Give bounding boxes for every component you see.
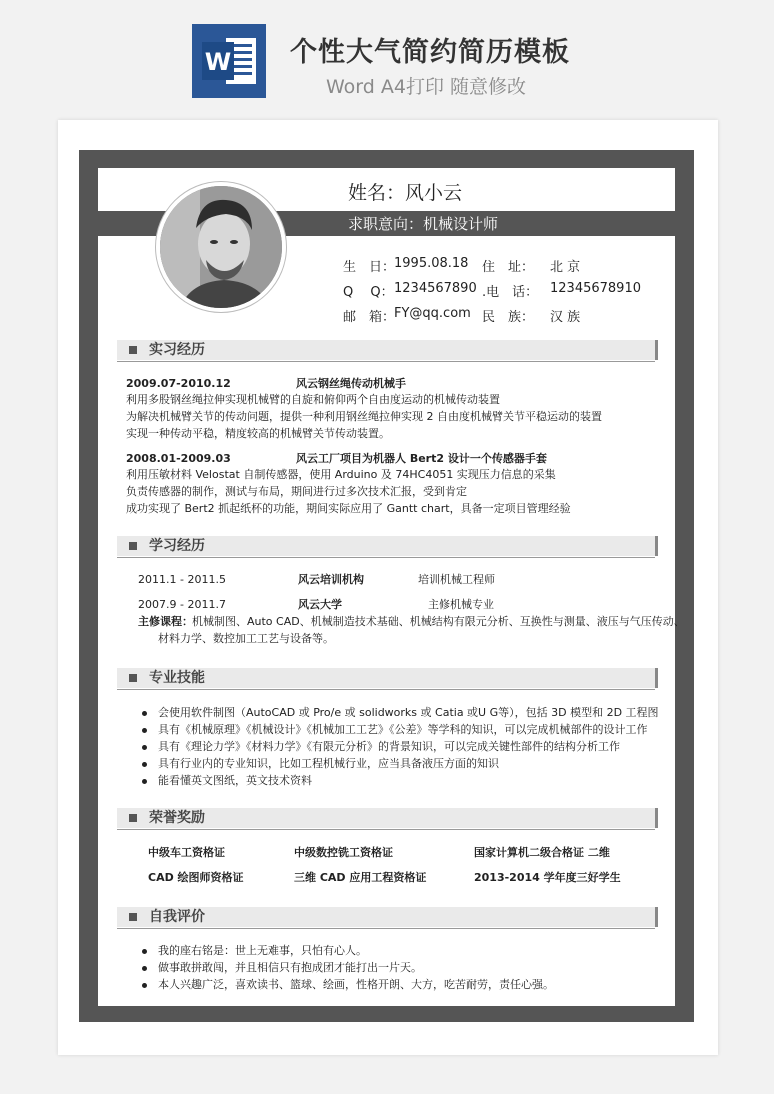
birth-value: 1995.08.18 xyxy=(394,256,469,271)
skill-item: 具有行业内的专业知识，比如工程机械行业，应当具备液压方面的知识 xyxy=(158,757,499,770)
phone-label: .电 话： xyxy=(482,285,539,300)
self-eval-item: 本人兴趣广泛，喜欢读书、篮球、绘画，性格开朗、大方，吃苦耐劳，责任心强。 xyxy=(158,978,554,991)
birth-label: 生 日： xyxy=(343,260,396,275)
skill-item: 会使用软件制图（AutoCAD 或 Pro/e 或 solidworks 或 Catia 或U G等），包括 3D 模型和 2D 工程图 xyxy=(158,706,659,719)
bullet-icon xyxy=(142,745,147,750)
edu-school: 风云培训机构 xyxy=(298,573,364,586)
word-icon-letter: W xyxy=(204,48,232,76)
edu-school: 风云大学 xyxy=(298,598,342,611)
bullet-icon xyxy=(142,762,147,767)
intern-title: 风云钢丝绳传动机械手 xyxy=(296,377,406,390)
edu-major: 培训机械工程师 xyxy=(418,573,495,586)
qq-label: Q Q： xyxy=(343,285,394,300)
address-value: 北 京 xyxy=(550,260,581,275)
self-eval-item: 做事敢拼敢闯，并且相信只有抱成团才能打出一片天。 xyxy=(158,961,422,974)
honor-item: CAD 绘图师资格证 xyxy=(148,871,244,884)
section-title: 荣誉奖励 xyxy=(149,810,205,826)
section-education xyxy=(117,536,658,556)
section-title: 实习经历 xyxy=(149,342,205,358)
square-icon xyxy=(129,674,137,682)
honor-item: 中级数控铣工资格证 xyxy=(294,846,393,859)
intern-title: 风云工厂项目为机器人 Bert2 设计一个传感器手套 xyxy=(296,452,547,465)
section-title: 自我评价 xyxy=(149,909,205,925)
section-title: 学习经历 xyxy=(149,538,205,554)
banner-title: 个性大气简约简历模板 xyxy=(290,37,570,68)
address-label: 住 址： xyxy=(482,260,535,275)
section-honors xyxy=(117,808,658,828)
courses-label: 主修课程： xyxy=(138,615,193,628)
bullet-icon xyxy=(142,711,147,716)
email-value: FY@qq.com xyxy=(394,306,471,321)
section-internship xyxy=(117,340,658,360)
bullet-icon xyxy=(142,949,147,954)
square-icon xyxy=(129,346,137,354)
email-label: 邮 箱： xyxy=(343,310,396,325)
courses-line: 材料力学、数控加工工艺与设备等。 xyxy=(158,632,334,645)
edu-period: 2011.1 - 2011.5 xyxy=(138,573,226,586)
qq-value: 1234567890 xyxy=(394,281,477,296)
courses-line: 机械制图、Auto CAD、机械制造技术基础、机械结构有限元分析、互换性与测量、液压与气压传动、 xyxy=(192,615,685,628)
intern-period: 2008.01-2009.03 xyxy=(126,452,231,465)
self-eval-item: 我的座右铭是：世上无难事，只怕有心人。 xyxy=(158,944,367,957)
avatar xyxy=(156,182,286,312)
intern-line: 成功实现了 Bert2 抓起纸杯的功能，期间实际应用了 Gantt chart，具备一定项目管理经验 xyxy=(126,502,571,515)
section-skills xyxy=(117,668,658,688)
phone-value: 12345678910 xyxy=(550,281,641,296)
edu-period: 2007.9 - 2011.7 xyxy=(138,598,226,611)
nation-label: 民 族： xyxy=(482,310,535,325)
bullet-icon xyxy=(142,983,147,988)
section-self-eval xyxy=(117,907,658,927)
bullet-icon xyxy=(142,779,147,784)
job-intent: 求职意向：机械设计师 xyxy=(348,215,499,233)
edu-major: 主修机械专业 xyxy=(428,598,494,611)
bullet-icon xyxy=(142,728,147,733)
square-icon xyxy=(129,913,137,921)
skill-item: 具有《机械原理》《机械设计》《机械加工工艺》《公差》等学科的知识，可以完成机械部件的设计工作 xyxy=(158,723,648,736)
skill-item: 能看懂英文图纸，英文技术资料 xyxy=(158,774,312,787)
square-icon xyxy=(129,542,137,550)
word-icon xyxy=(192,24,266,98)
honor-item: 中级车工资格证 xyxy=(148,846,225,859)
intern-line: 负责传感器的制作，测试与布局，期间进行过多次技术汇报，受到肯定 xyxy=(126,485,467,498)
honor-item: 2013-2014 学年度三好学生 xyxy=(474,871,621,884)
intern-line: 利用压敏材料 Velostat 自制传感器，使用 Arduino 及 74HC4051 实现压力信息的采集 xyxy=(126,468,556,481)
banner-subtitle: Word A4打印 随意修改 xyxy=(326,76,527,98)
honor-item: 三维 CAD 应用工程资格证 xyxy=(294,871,427,884)
intern-period: 2009.07-2010.12 xyxy=(126,377,231,390)
section-title: 专业技能 xyxy=(149,670,205,686)
intern-line: 为解决机械臂关节的传动问题，提供一种利用钢丝绳拉伸实现 2 自由度机械臂关节平稳运动的装置 xyxy=(126,410,602,423)
candidate-name: 姓名：风小云 xyxy=(348,182,463,204)
honor-item: 国家计算机二级合格证 二维 xyxy=(474,846,610,859)
square-icon xyxy=(129,814,137,822)
intern-line: 实现一种传动平稳，精度较高的机械臂关节传动装置。 xyxy=(126,427,390,440)
intern-line: 利用多股钢丝绳拉伸实现机械臂的自旋和俯仰两个自由度运动的机械传动装置 xyxy=(126,393,500,406)
skill-item: 具有《理论力学》《材料力学》《有限元分析》的背景知识，可以完成关键性部件的结构分析工作 xyxy=(158,740,620,753)
bullet-icon xyxy=(142,966,147,971)
top-banner xyxy=(0,0,774,110)
nation-value: 汉 族 xyxy=(550,310,581,325)
